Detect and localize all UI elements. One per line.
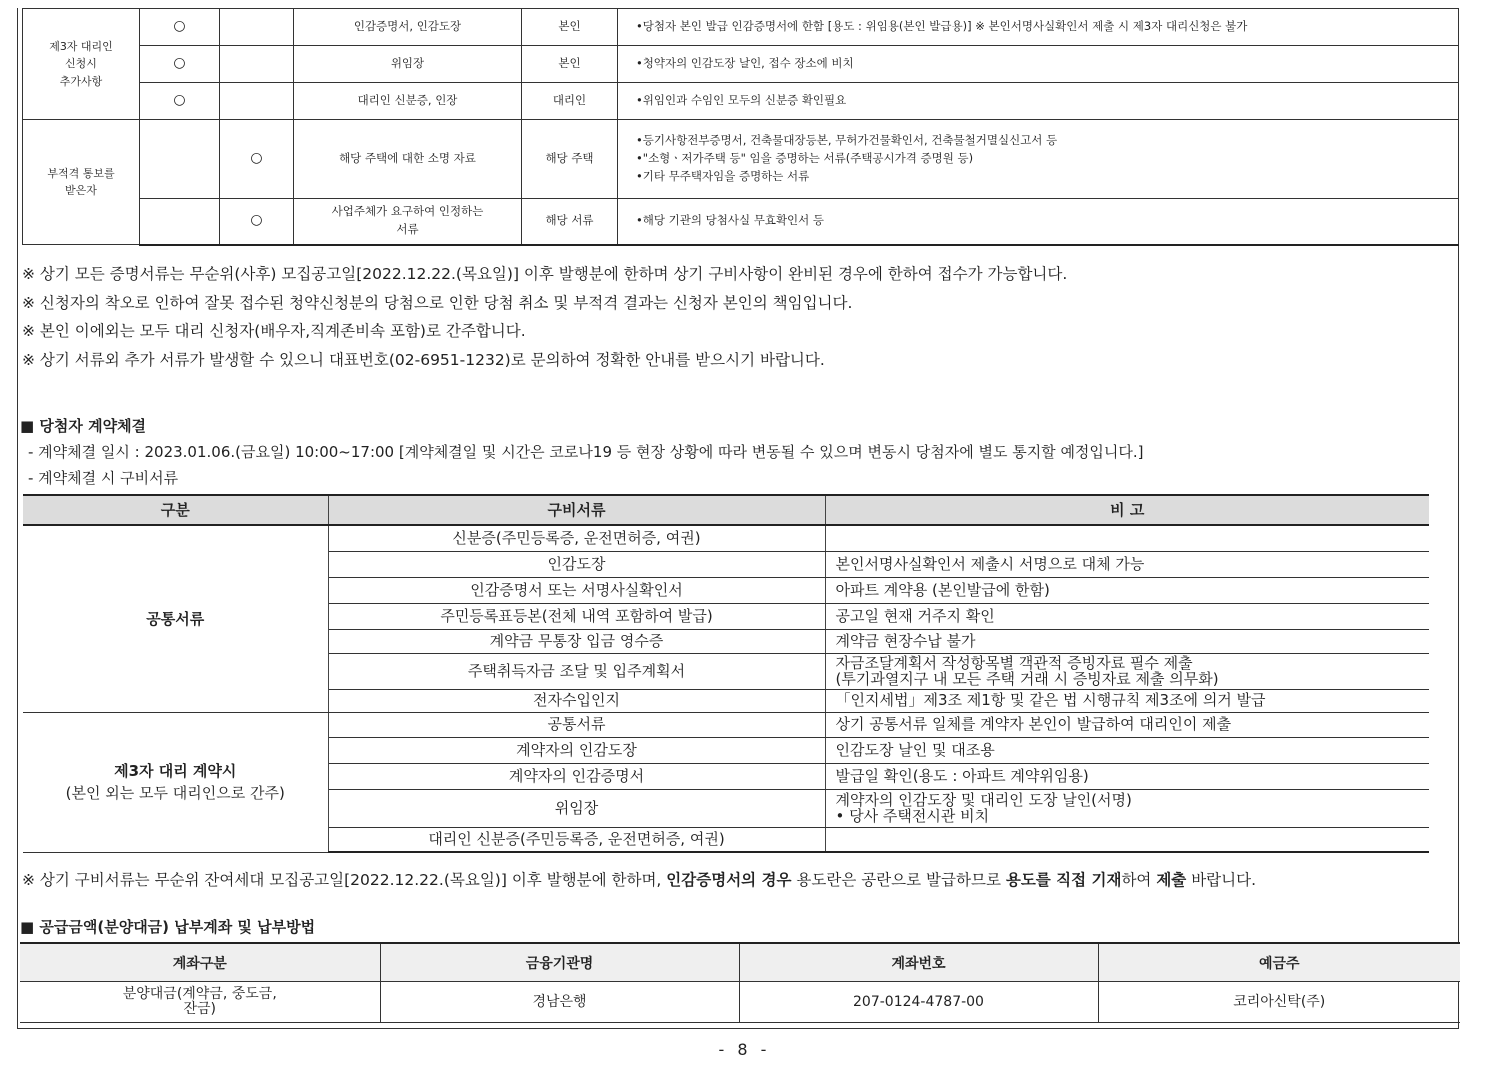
column-header: 구분 xyxy=(23,495,328,525)
table-row xyxy=(23,83,1459,120)
doc-note: •해당 기관의 당첨사실 무효확인서 등 xyxy=(618,199,1459,245)
doc-remark: 공고일 현재 거주지 확인 xyxy=(825,603,1429,629)
group-label-ineligible: 부적격 통보를 받은자 xyxy=(23,120,140,245)
column-header: 비 고 xyxy=(825,495,1429,525)
doc-name: 계약자의 인감도장 xyxy=(328,737,825,763)
doc-name: 인감증명서, 인감도장 xyxy=(294,9,522,46)
table-header-row xyxy=(23,495,1429,525)
doc-issuer: 해당 서류 xyxy=(522,199,618,245)
notice-item: ※ 상기 서류외 추가 서류가 발생할 수 있으니 대표번호(02-6951-1232)로 문의하여 정확한 안내를 받으시기 바랍니다. xyxy=(22,350,825,369)
doc-name: 대리인 신분증(주민등록증, 운전면허증, 여권) xyxy=(328,827,825,852)
table-row xyxy=(23,46,1459,83)
account-number: 207-0124-4787-00 xyxy=(739,982,1098,1023)
required-documents-table xyxy=(22,8,1459,246)
doc-name: 인감증명서 또는 서명사실확인서 xyxy=(328,577,825,603)
doc-name: 해당 주택에 대한 소명 자료 xyxy=(294,120,522,199)
doc-remark: 본인서명사실확인서 제출시 서명으로 대체 가능 xyxy=(825,551,1429,577)
circle-mark: ○ xyxy=(140,83,220,120)
doc-name: 위임장 xyxy=(328,789,825,827)
contract-footnote: ※ 상기 구비서류는 무순위 잔여세대 모집공고일[2022.12.22.(목요일)] 이후 발행분에 한하며, 인감증명서의 경우 용도란은 공란으로 발급하므로 용도를 직접 기재하여 제출 바랍니다. xyxy=(22,871,1257,889)
bank-name: 경남은행 xyxy=(380,982,739,1023)
table-header-row xyxy=(20,943,1460,982)
doc-remark: 인감도장 날인 및 대조용 xyxy=(825,737,1429,763)
notice-item: ※ 신청자의 착오로 인하여 잘못 접수된 청약신청분의 당첨으로 인한 당첨 취소 및 부적격 결과는 신청자 본인의 책임입니다. xyxy=(22,293,853,312)
doc-remark xyxy=(825,827,1429,852)
column-header: 계좌구분 xyxy=(20,943,380,982)
contract-schedule: - 계약체결 일시 : 2023.01.06.(금요일) 10:00~17:00 [계약체결일 및 시간은 코로나19 등 현장 상황에 따라 변동될 수 있으며 변동시 당첨자에 별도 통지할 예정입니다.] xyxy=(28,443,1144,461)
group-label-common: 공통서류 xyxy=(23,525,328,712)
group-label-proxy: 제3자 대리인 신청시 추가사항 xyxy=(23,9,140,120)
table-row xyxy=(23,199,1459,245)
doc-note: •등기사항전부증명서, 건축물대장등본, 무허가건물확인서, 건축물철거멸실신고서 등 •"소형ㆍ저가주택 등" 임을 증명하는 서류(주택공시가격 증명원 등) •기타 무주택자임을 증명하는 서류 xyxy=(618,120,1459,199)
document-page xyxy=(17,8,1459,1029)
doc-issuer: 해당 주택 xyxy=(522,120,618,199)
doc-remark: 자금조달계획서 작성항목별 객관적 증빙자료 필수 제출 (투기과열지구 내 모든 주택 거래 시 증빙자료 제출 의무화) xyxy=(825,653,1429,689)
account-holder: 코리아신탁(주) xyxy=(1098,982,1460,1023)
doc-remark: 계약자의 인감도장 및 대리인 도장 날인(서명) • 당사 주택전시관 비치 xyxy=(825,789,1429,827)
doc-name: 계약자의 인감증명서 xyxy=(328,763,825,789)
doc-remark: 발급일 확인(용도 : 아파트 계약위임용) xyxy=(825,763,1429,789)
page-number: - 8 - xyxy=(718,1040,771,1059)
doc-name: 전자수입인지 xyxy=(328,689,825,712)
doc-note: •청약자의 인감도장 날인, 접수 장소에 비치 xyxy=(618,46,1459,83)
doc-name: 신분증(주민등록증, 운전면허증, 여권) xyxy=(328,525,825,551)
doc-note: •위임인과 수임인 모두의 신분증 확인필요 xyxy=(618,83,1459,120)
table-row xyxy=(23,9,1459,46)
notice-item: ※ 상기 모든 증명서류는 무순위(사후) 모집공고일[2022.12.22.(목요일)] 이후 발행분에 한하며 상기 구비사항이 완비된 경우에 한하여 접수가 가능합니다. xyxy=(22,265,1068,283)
doc-remark xyxy=(825,525,1429,551)
doc-issuer: 대리인 xyxy=(522,83,618,120)
doc-name: 계약금 무통장 입금 영수증 xyxy=(328,629,825,653)
table-row xyxy=(20,982,1460,1023)
payment-account-table xyxy=(20,942,1460,1023)
doc-name: 인감도장 xyxy=(328,551,825,577)
doc-issuer: 본인 xyxy=(522,9,618,46)
table-row xyxy=(23,525,1429,551)
doc-name: 주민등록표등본(전체 내역 포함하여 발급) xyxy=(328,603,825,629)
group-subtitle: (본인 외는 모두 대리인으로 간주) xyxy=(65,784,285,802)
circle-mark: ○ xyxy=(140,46,220,83)
column-header: 금융기관명 xyxy=(380,943,739,982)
doc-name: 주택취득자금 조달 및 입주계획서 xyxy=(328,653,825,689)
circle-mark: ○ xyxy=(220,120,294,199)
doc-issuer: 본인 xyxy=(522,46,618,83)
contract-documents-table xyxy=(23,494,1429,853)
doc-name: 대리인 신분증, 인장 xyxy=(294,83,522,120)
doc-note: •당첨자 본인 발급 인감증명서에 한함 [용도 : 위임용(본인 발급용)] ※ 본인서명사실확인서 제출 시 제3자 대리신청은 불가 xyxy=(618,9,1459,46)
notice-item: ※ 본인 이에외는 모두 대리 신청자(배우자,직계존비속 포함)로 간주합니다. xyxy=(22,322,526,341)
doc-name: 사업주체가 요구하여 인정하는 서류 xyxy=(294,199,522,245)
table-row xyxy=(23,120,1459,199)
doc-remark: 상기 공통서류 일체를 계약자 본인이 발급하여 대리인이 제출 xyxy=(825,712,1429,737)
table-row xyxy=(23,712,1429,737)
section-heading-contract: ■ 당첨자 계약체결 xyxy=(20,417,147,435)
account-type: 분양대금(계약금, 중도금, 잔금) xyxy=(20,982,380,1023)
doc-name: 공통서류 xyxy=(328,712,825,737)
doc-remark: 「인지세법」제3조 제1항 및 같은 법 시행규칙 제3조에 의거 발급 xyxy=(825,689,1429,712)
section-heading-payment: ■ 공급금액(분양대금) 납부계좌 및 납부방법 xyxy=(20,918,316,936)
doc-name: 위임장 xyxy=(294,46,522,83)
notice-list xyxy=(22,260,1442,374)
contract-docs-label: - 계약체결 시 구비서류 xyxy=(28,469,179,487)
column-header: 계좌번호 xyxy=(739,943,1098,982)
doc-remark: 계약금 현장수납 불가 xyxy=(825,629,1429,653)
group-title: 제3자 대리 계약시 xyxy=(114,761,237,780)
column-header: 구비서류 xyxy=(328,495,825,525)
group-label-proxy-contract xyxy=(23,712,328,852)
circle-mark: ○ xyxy=(140,9,220,46)
doc-remark: 아파트 계약용 (본인발급에 한함) xyxy=(825,577,1429,603)
column-header: 예금주 xyxy=(1098,943,1460,982)
circle-mark: ○ xyxy=(220,199,294,245)
